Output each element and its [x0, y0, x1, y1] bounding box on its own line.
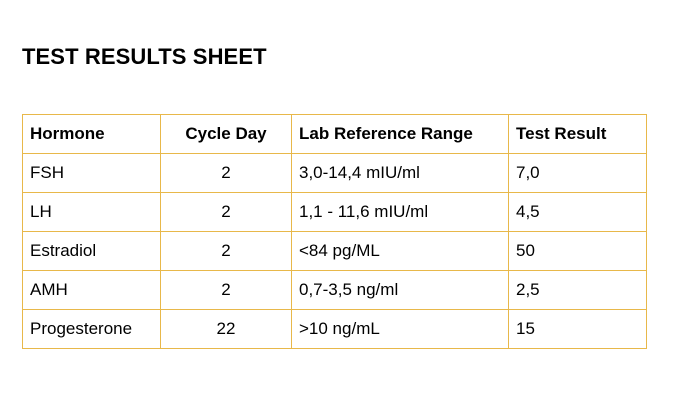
reference-range-cell: 1,1 - 11,6 mIU/ml: [292, 193, 509, 232]
hormone-cell: Estradiol: [23, 232, 161, 271]
test-result-cell: 7,0: [509, 154, 647, 193]
table-row: [23, 271, 647, 310]
hormone-cell: Progesterone: [23, 310, 161, 349]
cycle-day-cell: 2: [161, 154, 292, 193]
test-result-cell: 15: [509, 310, 647, 349]
page-title: TEST RESULTS SHEET: [22, 44, 267, 69]
cycle-day-cell: 2: [161, 193, 292, 232]
reference-range-cell: 3,0-14,4 mIU/ml: [292, 154, 509, 193]
test-result-cell: 4,5: [509, 193, 647, 232]
table-row: [23, 193, 647, 232]
cycle-day-cell: 22: [161, 310, 292, 349]
column-header-cycle-day: Cycle Day: [161, 115, 292, 154]
test-result-cell: 2,5: [509, 271, 647, 310]
column-header-lab-reference-range: Lab Reference Range: [292, 115, 509, 154]
test-result-cell: 50: [509, 232, 647, 271]
reference-range-cell: >10 ng/mL: [292, 310, 509, 349]
table-header-row: [23, 115, 647, 154]
table-row: [23, 154, 647, 193]
hormone-cell: AMH: [23, 271, 161, 310]
reference-range-cell: <84 pg/ML: [292, 232, 509, 271]
reference-range-cell: 0,7-3,5 ng/ml: [292, 271, 509, 310]
table-row: [23, 232, 647, 271]
table-row: [23, 310, 647, 349]
column-header-test-result: Test Result: [509, 115, 647, 154]
cycle-day-cell: 2: [161, 271, 292, 310]
hormone-cell: FSH: [23, 154, 161, 193]
hormone-cell: LH: [23, 193, 161, 232]
cycle-day-cell: 2: [161, 232, 292, 271]
column-header-hormone: Hormone: [23, 115, 161, 154]
test-results-table: [22, 114, 647, 349]
